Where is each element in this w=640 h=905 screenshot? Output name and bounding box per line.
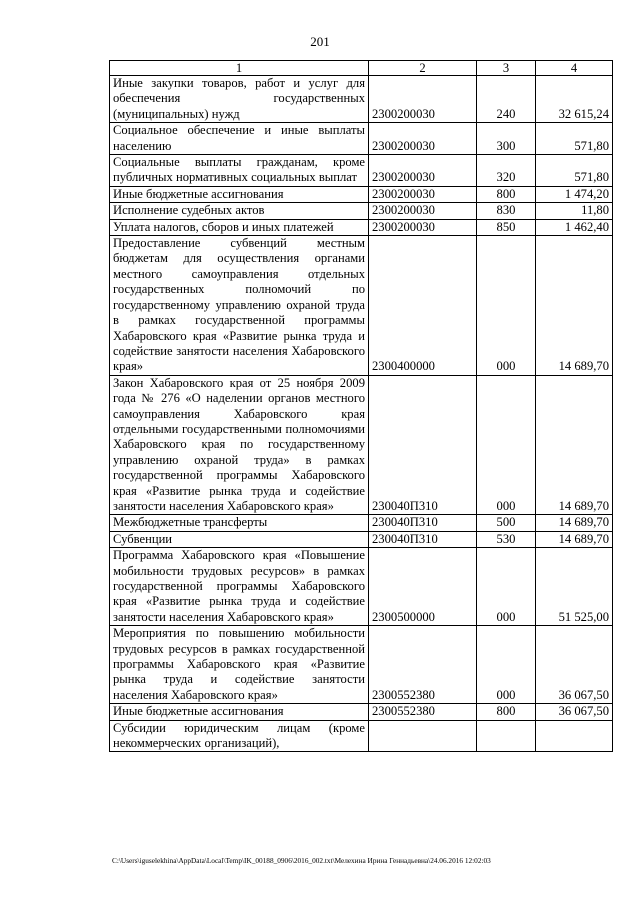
row-vr-cell: 530: [477, 531, 536, 547]
row-name-cell: Исполнение судебных актов: [110, 203, 369, 219]
table-row: [110, 123, 613, 155]
file-path-footer: C:\Users\iguselekhina\AppData\Local\Temp\IK_00188_0906\2016_002.txt\Мелехина Ирина Геннадьевна\24.06.2016 12:02:03: [112, 856, 491, 865]
row-name-cell: Субсидии юридическим лицам (кроме некоммерческих организаций),: [110, 720, 369, 752]
row-name-cell: Предоставление субвенций местным бюджетам для осуществления органами местного самоуправления отдельных государственных полномочий по государственному управлению охраной труда в рамках государственной программы Хабаровского края «Развитие рынка труда и содействие занятости населения Хабаровского края»: [110, 236, 369, 376]
page-number: 201: [310, 34, 330, 49]
row-code-cell: 2300200030: [369, 155, 477, 187]
table-row: [110, 76, 613, 123]
table-row: [110, 531, 613, 547]
row-sum-cell: 571,80: [536, 155, 613, 187]
row-sum-cell: 571,80: [536, 123, 613, 155]
row-sum-cell: 11,80: [536, 203, 613, 219]
table-header-row: [110, 61, 613, 76]
row-vr-cell: 000: [477, 375, 536, 515]
table-row: [110, 186, 613, 202]
table-row: [110, 219, 613, 235]
row-vr-cell: 800: [477, 186, 536, 202]
header-col-1: 1: [110, 61, 369, 76]
row-name-cell: Иные бюджетные ассигнования: [110, 704, 369, 720]
header-col-3: 3: [477, 61, 536, 76]
row-vr-cell: 800: [477, 704, 536, 720]
table-row: [110, 515, 613, 531]
row-name-cell: Иные бюджетные ассигнования: [110, 186, 369, 202]
row-vr-cell: 000: [477, 626, 536, 704]
row-code-cell: 2300552380: [369, 704, 477, 720]
row-name-cell: Социальные выплаты гражданам, кроме публичных нормативных социальных выплат: [110, 155, 369, 187]
row-sum-cell: 14 689,70: [536, 236, 613, 376]
row-code-cell: 2300200030: [369, 203, 477, 219]
row-vr-cell: 000: [477, 548, 536, 626]
row-code-cell: 2300200030: [369, 76, 477, 123]
row-code-cell: [369, 720, 477, 752]
table-row: [110, 375, 613, 515]
row-sum-cell: 14 689,70: [536, 531, 613, 547]
row-code-cell: 2300200030: [369, 219, 477, 235]
row-vr-cell: 500: [477, 515, 536, 531]
table-row: [110, 155, 613, 187]
row-sum-cell: 51 525,00: [536, 548, 613, 626]
row-name-cell: Субвенции: [110, 531, 369, 547]
row-name-cell: Социальное обеспечение и иные выплаты населению: [110, 123, 369, 155]
row-name-cell: Иные закупки товаров, работ и услуг для обеспечения государственных (муниципальных) нужд: [110, 76, 369, 123]
row-name-cell: Межбюджетные трансферты: [110, 515, 369, 531]
row-code-cell: 230040П310: [369, 515, 477, 531]
table-row: [110, 203, 613, 219]
row-code-cell: 2300400000: [369, 236, 477, 376]
row-code-cell: 230040П310: [369, 531, 477, 547]
header-col-2: 2: [369, 61, 477, 76]
row-name-cell: Мероприятия по повышению мобильности трудовых ресурсов в рамках государственной программы Хабаровского края «Развитие рынка труда и содействие занятости населения Хабаровского края»: [110, 626, 369, 704]
row-name-cell: Уплата налогов, сборов и иных платежей: [110, 219, 369, 235]
row-name-cell: Закон Хабаровского края от 25 ноября 2009 года № 276 «О наделении органов местного самоуправления Хабаровского края отдельными государственными полномочиями Хабаровского края по государственному управлению охраной труда» в рамках государственной программы Хабаровского края «Развитие рынка труда и содействие занятости населения Хабаровского края»: [110, 375, 369, 515]
row-code-cell: 2300500000: [369, 548, 477, 626]
row-code-cell: 2300200030: [369, 186, 477, 202]
row-sum-cell: 14 689,70: [536, 515, 613, 531]
row-vr-cell: 830: [477, 203, 536, 219]
table-row: [110, 626, 613, 704]
row-code-cell: 2300200030: [369, 123, 477, 155]
row-sum-cell: 1 462,40: [536, 219, 613, 235]
row-code-cell: 230040П310: [369, 375, 477, 515]
table-row: [110, 720, 613, 752]
row-vr-cell: 320: [477, 155, 536, 187]
table-row: [110, 236, 613, 376]
row-sum-cell: 32 615,24: [536, 76, 613, 123]
row-sum-cell: 36 067,50: [536, 626, 613, 704]
row-vr-cell: 240: [477, 76, 536, 123]
row-sum-cell: 36 067,50: [536, 704, 613, 720]
row-vr-cell: 000: [477, 236, 536, 376]
row-sum-cell: 1 474,20: [536, 186, 613, 202]
header-col-4: 4: [536, 61, 613, 76]
table-row: [110, 548, 613, 626]
row-vr-cell: 300: [477, 123, 536, 155]
table-row: [110, 704, 613, 720]
budget-table: [109, 60, 613, 752]
row-vr-cell: 850: [477, 219, 536, 235]
row-vr-cell: [477, 720, 536, 752]
row-sum-cell: 14 689,70: [536, 375, 613, 515]
row-name-cell: Программа Хабаровского края «Повышение мобильности трудовых ресурсов» в рамках государственной программы Хабаровского края «Развитие рынка труда и содействие занятости населения Хабаровского края»: [110, 548, 369, 626]
row-code-cell: 2300552380: [369, 626, 477, 704]
row-sum-cell: [536, 720, 613, 752]
